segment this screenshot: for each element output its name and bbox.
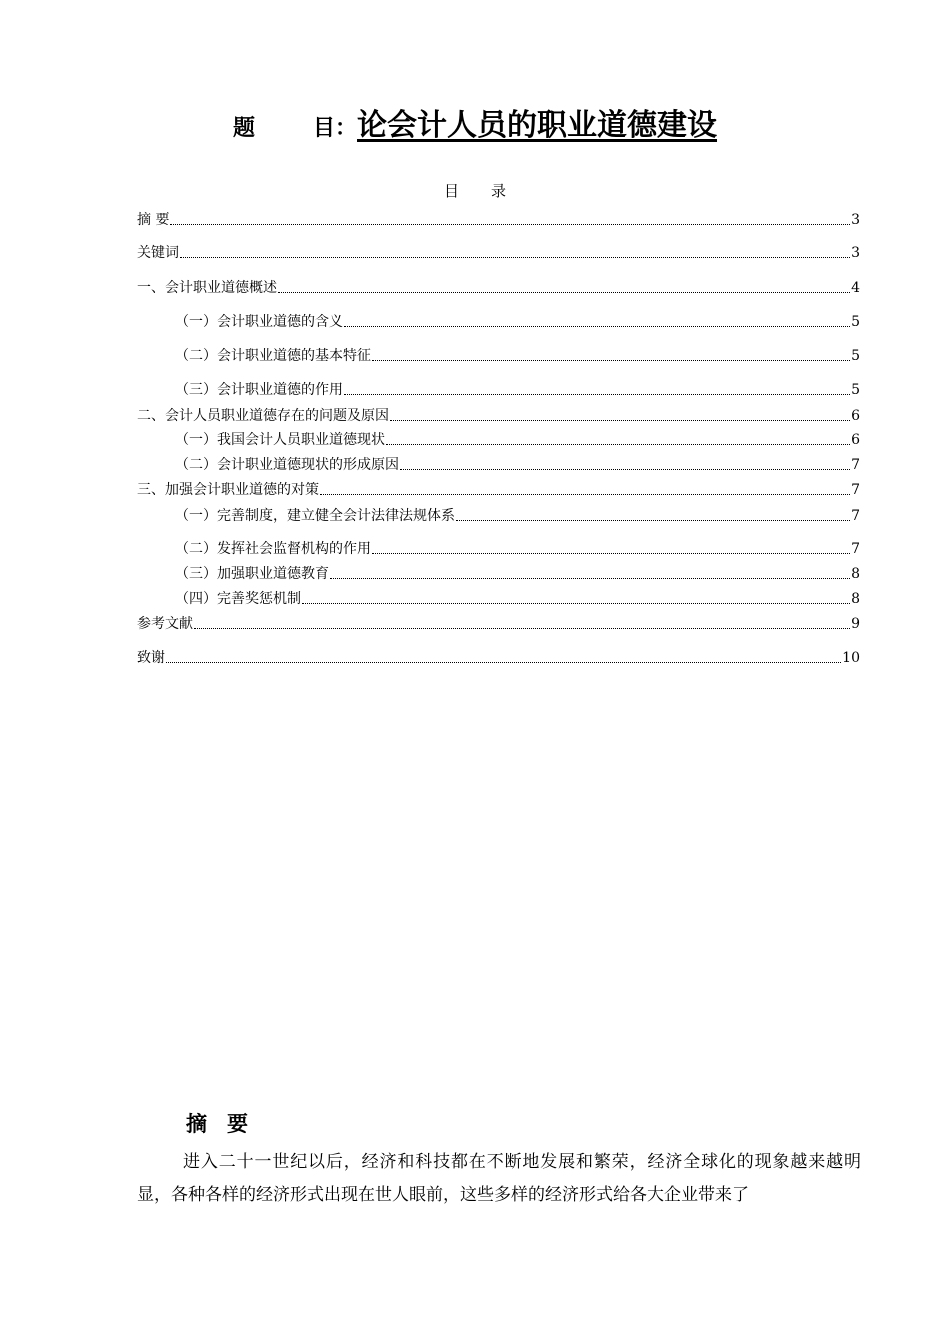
toc-entry[interactable] [137,346,860,366]
toc-entry-label: 关键词 [137,245,179,261]
toc-entry[interactable] [137,480,860,500]
toc-heading-part2: 录 [491,182,507,200]
document-title [0,100,950,144]
toc-entry-page: 9 [851,616,860,632]
toc-entry-page: 7 [851,457,860,473]
toc-entry[interactable] [137,589,860,609]
toc-entry[interactable] [137,430,860,450]
toc-entry-page: 8 [851,591,860,607]
title-text: 论会计人员的职业道德建设 [357,108,718,143]
toc-entry[interactable] [137,564,860,584]
abstract-heading-part1: 摘 [186,1111,207,1136]
toc-dot-leader [170,223,850,225]
toc-entry[interactable] [137,406,860,426]
abstract-heading [186,1108,248,1138]
abstract-heading-part2: 要 [227,1111,248,1136]
toc-dot-leader [456,519,850,521]
toc-entry-label: （三）加强职业道德教育 [175,566,329,582]
toc-entry-page: 8 [851,566,860,582]
title-label-part2: 目： [313,115,358,141]
toc-entry[interactable] [137,506,860,526]
toc-dot-leader [180,256,850,258]
title-label-part1: 题 [232,115,255,141]
toc-entry[interactable] [137,455,860,475]
toc-heading-part1: 目 [443,182,459,200]
toc-dot-leader [372,552,850,554]
toc-entry-page: 5 [851,314,860,330]
toc-entry-label: （一）我国会计人员职业道德现状 [175,432,385,448]
toc-dot-leader [344,325,850,327]
toc-entry-label: （四）完善奖惩机制 [175,591,301,607]
toc-entry-label: 一、会计职业道德概述 [137,280,277,296]
toc-entry-label: 致谢 [137,650,165,666]
toc-entry[interactable] [137,648,860,668]
toc-dot-leader [344,393,850,395]
toc-entry-page: 3 [851,212,860,228]
toc-entry-label: 摘 要 [137,212,170,228]
toc-entry-page: 5 [851,382,860,398]
toc-dot-leader [320,493,850,495]
toc-entry-page: 7 [851,541,860,557]
toc-entry-page: 7 [851,482,860,498]
title-label [233,115,357,141]
toc-entry-page: 7 [851,508,860,524]
toc-dot-leader [372,359,850,361]
toc-entry[interactable] [137,614,860,634]
toc-entry-label: （二）会计职业道德的基本特征 [175,348,371,364]
abstract-body: 进入二十一世纪以后，经济和科技都在不断地发展和繁荣，经济全球化的现象越来越明显，各种各样的经济形式出现在世人眼前，这些多样的经济形式给各大企业带来了 [137,1152,861,1205]
toc-entry[interactable] [137,210,860,230]
toc-entry[interactable] [137,380,860,400]
toc-entry-page: 3 [851,245,860,261]
toc-entry-label: 三、加强会计职业道德的对策 [137,482,319,498]
toc-dot-leader [390,419,850,421]
toc-entry-page: 6 [851,432,860,448]
toc-entry[interactable] [137,312,860,332]
toc-entry[interactable] [137,243,860,263]
toc-dot-leader [386,443,850,445]
toc-entry-page: 5 [851,348,860,364]
toc-dot-leader [194,627,850,629]
toc-heading [0,180,950,201]
toc-entry-label: （二）发挥社会监督机构的作用 [175,541,371,557]
toc-entry-label: 参考文献 [137,616,193,632]
toc-dot-leader [400,468,850,470]
toc-entry-label: （一）会计职业道德的含义 [175,314,343,330]
toc-entry[interactable] [137,278,860,298]
toc-entry[interactable] [137,539,860,559]
toc-entry-page: 10 [842,650,860,666]
toc-dot-leader [278,291,850,293]
toc-entry-label: （二）会计职业道德现状的形成原因 [175,457,399,473]
toc-entry-page: 4 [851,280,860,296]
toc-entry-page: 6 [851,408,860,424]
toc-dot-leader [330,577,850,579]
toc-entry-label: （三）会计职业道德的作用 [175,382,343,398]
toc-dot-leader [166,661,841,663]
toc-entry-label: 二、会计人员职业道德存在的问题及原因 [137,408,389,424]
toc-entry-label: （一）完善制度，建立健全会计法律法规体系 [175,508,455,524]
toc-dot-leader [302,602,850,604]
